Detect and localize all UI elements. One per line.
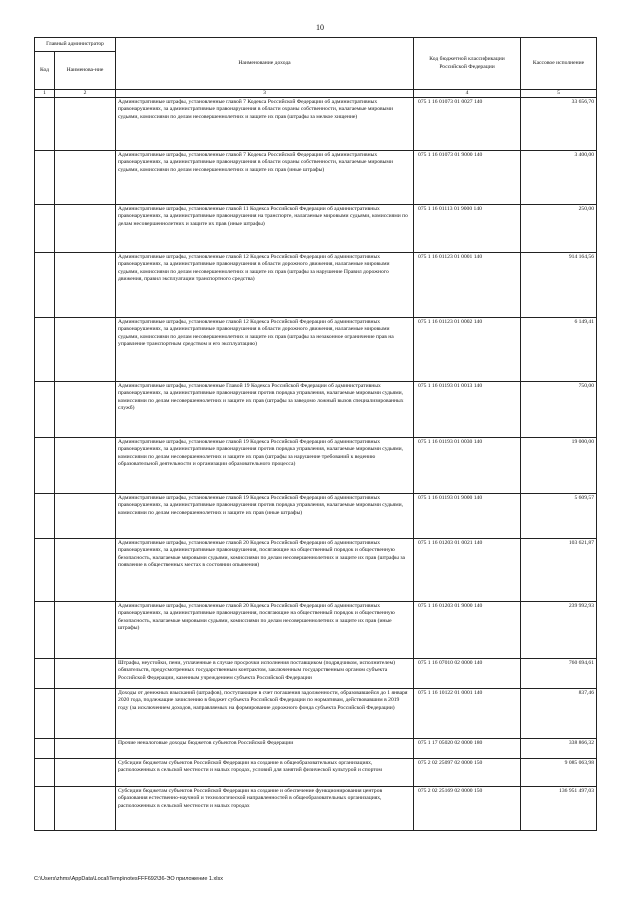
column-number: 2 [55,90,116,98]
amount-cell: 19 000,00 [521,438,597,494]
table-row [35,759,597,787]
budget-code-cell: 075 1 16 01203 01 9000 140 [414,602,521,659]
budget-code-cell: 075 1 16 01073 01 9000 140 [414,151,521,205]
income-table [34,37,597,831]
amount-cell: 250,00 [521,205,597,253]
budget-code-cell: 075 1 16 01073 01 0027 140 [414,98,521,151]
income-name-cell: Доходы от денежных взысканий (штрафов), поступающие в счет погашения задолженности, образовавшейся до 1 января 2020 года, подлежащие зачислению в бюджет субъекта Российской Федерации по нормативам, действовавшим в 2019 году (за исключением доходов, направляемых на формирование дорожного фонда субъекта Российской Федерации) [116,689,414,739]
table-row [35,382,597,438]
header-income-name: Наименование дохода [116,38,414,90]
col-admin-name [55,98,116,151]
column-number: 1 [35,90,55,98]
income-name-cell: Административные штрафы, установленные главой 12 Кодекса Российской Федерации об административных правонарушениях, за административные правонарушения в области дорожного движения, налагаемые мировыми судьями, комиссиями по делам несовершеннолетних и защите их прав (штрафы за нарушение Правил дорожного движения, правил эксплуатации транспортного средства) [116,253,414,318]
col-admin-code [35,739,55,759]
col-admin-name [55,759,116,787]
col-admin-code [35,318,55,382]
budget-code-cell: 075 1 16 01123 01 0001 140 [414,253,521,318]
income-name-cell: Административные штрафы, установленные главой 20 Кодекса Российской Федерации об административных правонарушениях, за административные правонарушения, посягающие на общественный порядок и общественную безопасность, налагаемые мировыми судьями, комиссиями по делам несовершеннолетних и защите их прав (штрафы за появление в общественных местах в состоянии опьянения) [116,539,414,602]
amount-cell: 5 609,57 [521,494,597,539]
table-row [35,739,597,759]
table-row [35,602,597,659]
col-admin-name [55,382,116,438]
col-admin-name [55,539,116,602]
amount-cell: 103 621,87 [521,539,597,602]
income-name-cell: Административные штрафы, установленные Главой 19 Кодекса Российской Федерации об административных правонарушениях, за административные правонарушения против порядка управления, налагаемые мировыми судьями, комиссиями по делам несовершеннолетних и защите их прав (штрафы за заведомо ложный вызов специализированных служб) [116,382,414,438]
col-admin-code [35,539,55,602]
budget-code-cell: 075 1 16 10122 01 0001 140 [414,689,521,739]
col-admin-name [55,253,116,318]
page-number: 10 [316,23,324,32]
amount-cell: 914 164,56 [521,253,597,318]
income-name-cell: Административные штрафы, установленные главой 7 Кодекса Российской Федерации об административных правонарушениях, за административные правонарушения в области охраны собственности, налагаемые мировыми судьями, комиссиями по делам несовершеннолетних и защите их прав (штрафы за мелкое хищение) [116,98,414,151]
income-name-cell: Субсидии бюджетам субъектов Российской Федерации на создание в общеобразовательных организациях, расположенных в сельской местности и малых городах, условий для занятий физической культурой и спортом [116,759,414,787]
header-admin-group: Главный администратор [35,38,116,52]
col-admin-name [55,689,116,739]
col-admin-code [35,689,55,739]
budget-code-cell: 075 1 16 01193 01 9000 140 [414,494,521,539]
budget-code-cell: 075 1 16 01193 01 0030 140 [414,438,521,494]
table-row [35,659,597,689]
col-admin-code [35,98,55,151]
column-number: 3 [116,90,414,98]
income-name-cell: Административные штрафы, установленные главой 7 Кодекса Российской Федерации об административных правонарушениях, за административные правонарушения в области охраны собственности, налагаемые мировыми судьями, комиссиями по делам несовершеннолетних и защите их прав (иные штрафы) [116,151,414,205]
table-row [35,438,597,494]
col-admin-name [55,739,116,759]
income-name-cell: Административные штрафы, установленные главой 19 Кодекса Российской Федерации об административных правонарушениях, за административные правонарушения против порядка управления, налагаемые мировыми судьями, комиссиями по делам несовершеннолетних и защите их прав (иные штрафы) [116,494,414,539]
header-row [35,38,597,52]
amount-cell: 750,00 [521,382,597,438]
column-number-row [35,90,597,98]
file-path-footer: C:\Users\zhms\AppData\Local\Temp\notesFFF692\36-ЭО приложение 1.xlsx [34,876,223,882]
table-row [35,151,597,205]
col-admin-code [35,382,55,438]
col-admin-code [35,151,55,205]
budget-code-cell: 075 1 16 01203 01 0021 140 [414,539,521,602]
amount-cell: 136 951 497,03 [521,787,597,831]
budget-code-cell: 075 1 16 01123 01 0002 140 [414,318,521,382]
table-row [35,494,597,539]
table-row [35,98,597,151]
table-row [35,689,597,739]
amount-cell: 239 992,93 [521,602,597,659]
amount-cell: 760 694,61 [521,659,597,689]
income-name-cell: Административные штрафы, установленные главой 20 Кодекса Российской Федерации об административных правонарушениях, за административные правонарушения, посягающие на общественный порядок и общественную безопасность, налагаемые мировыми судьями, комиссиями по делам несовершеннолетних и защите их прав (иные штрафы) [116,602,414,659]
income-name-cell: Субсидии бюджетам субъектов Российской Федерации на создание и обеспечение функционирования центров образования естественно-научной и технологической направленностей в общеобразовательных организациях, расположенных в сельской местности и малых городах [116,787,414,831]
header-code: Код [35,52,55,90]
header-name-short: Наименова-ние [55,52,116,90]
header-budget-code: Код бюджетной классификации Российской Федерации [414,38,521,90]
amount-cell: 338 866,32 [521,739,597,759]
amount-cell: 9 085 063,98 [521,759,597,787]
income-name-cell: Штрафы, неустойки, пени, уплаченные в случае просрочки исполнения поставщиком (подрядчиком, исполнителем) обязательств, предусмотренных государственным контрактом, заключенным государственным органом субъекта Российской Федерации, казенным учреждением субъекта Российской Федерации [116,659,414,689]
table-row [35,253,597,318]
col-admin-name [55,494,116,539]
col-admin-code [35,205,55,253]
table-row [35,539,597,602]
budget-code-cell: 075 2 02 25169 02 0000 150 [414,787,521,831]
col-admin-name [55,151,116,205]
table-row [35,787,597,831]
table-row [35,318,597,382]
col-admin-code [35,759,55,787]
income-name-cell: Административные штрафы, установленные главой 19 Кодекса Российской Федерации об административных правонарушениях, за административные правонарушения против порядка управления, налагаемые мировыми судьями, комиссиями по делам несовершеннолетних и защите их прав (штрафы за нарушение требований к ведению образовательной деятельности и организации образовательного процесса) [116,438,414,494]
col-admin-name [55,787,116,831]
table-row [35,205,597,253]
col-admin-name [55,659,116,689]
budget-code-cell: 075 1 16 07010 02 0000 140 [414,659,521,689]
amount-cell: 33 656,70 [521,98,597,151]
col-admin-code [35,494,55,539]
income-name-cell: Административные штрафы, установленные главой 11 Кодекса Российской Федерации об административных правонарушениях, за административные правонарушения на транспорте, налагаемые мировыми судьями, комиссиями по делам несовершеннолетних и защите их прав (иные штрафы) [116,205,414,253]
col-admin-name [55,205,116,253]
income-name-cell: Административные штрафы, установленные главой 12 Кодекса Российской Федерации об административных правонарушениях, за административные правонарушения в области дорожного движения, налагаемые мировыми судьями, комиссиями по делам несовершеннолетних и защите их прав (штрафы за незаконное ограничение прав на управление транспортным средством и его эксплуатацию) [116,318,414,382]
income-name-cell: Прочие неналоговые доходы бюджетов субъектов Российской Федерации [116,739,414,759]
header-cash-execution: Кассовое исполнение [521,38,597,90]
budget-code-cell: 075 1 16 01113 01 9000 140 [414,205,521,253]
budget-code-cell: 075 2 02 25097 02 0000 150 [414,759,521,787]
column-number: 4 [414,90,521,98]
amount-cell: 6 149,41 [521,318,597,382]
col-admin-code [35,253,55,318]
column-number: 5 [521,90,597,98]
col-admin-code [35,602,55,659]
col-admin-name [55,318,116,382]
col-admin-name [55,438,116,494]
amount-cell: 837,46 [521,689,597,739]
col-admin-code [35,659,55,689]
amount-cell: 3 400,00 [521,151,597,205]
col-admin-code [35,438,55,494]
budget-code-cell: 075 1 17 05020 02 0000 180 [414,739,521,759]
col-admin-name [55,602,116,659]
budget-code-cell: 075 1 16 01193 01 0013 140 [414,382,521,438]
col-admin-code [35,787,55,831]
